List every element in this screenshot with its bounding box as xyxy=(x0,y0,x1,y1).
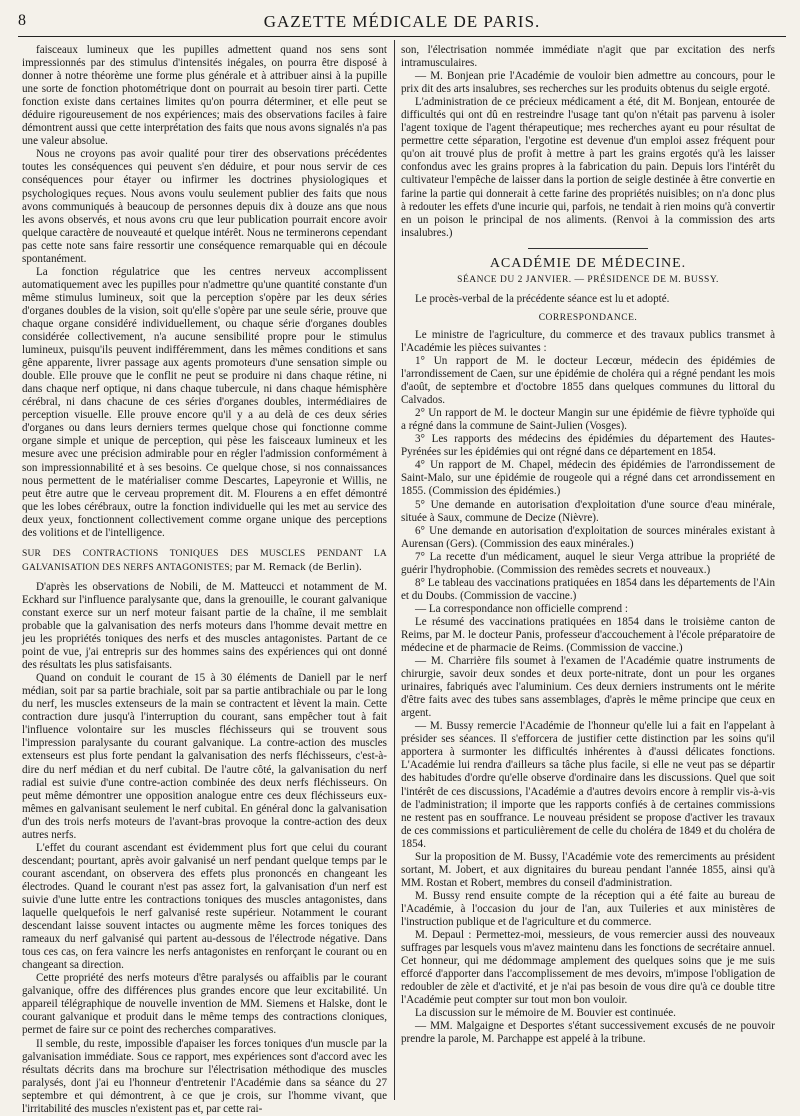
list-item: 7° La recette d'un médicament, auquel le sieur Verga attribue la propriété de guérir l'hydrophobie. (Commission des remèdes secrets et nouveaux.) xyxy=(401,550,775,576)
paragraph: L'administration de ce précieux médicament a été, dit M. Bonjean, entourée de difficultés qui ont dû en restreindre l'usage tant qu'on n'était pas parvenu à isoler l'agent toxique de l'agent thérapeutique; mes recherches ayant eu pour résultat de permettre cette séparation, l'ergotine est devenue d'un emploi assez fréquent pour qu'on ait trouvé plus de profit à mettre à part les grains ergotés qu'à les laisser confondus avec les grains propres à la fabrication du pain. Depuis lors l'intérêt du cultivateur l'empêche de laisser dans la portion de seigle destinée à être convertie en farine la partie qui donnerait à cette farine des propriétés nuisibles; on n'a donc plus à redouter les effets d'une incurie qui, parfois, ne tendait à rien moins qu'à convertir en un poison le principal de nos aliments. (Renvoi à la commission des arts insalubres.) xyxy=(401,96,775,239)
paragraph: Cette propriété des nerfs moteurs d'être paralysés ou affaiblis par le courant galvanique, offre des différences plus grandes encore que leur excitabilité. Un appareil télégraphique de nouvelle invention de MM. Siemens et Halske, dont le courant galvanique et produit dans le même temps des contractions cloniques, permet de faire sur ce point des recherches comparatives. xyxy=(22,972,387,1037)
section-rule xyxy=(528,248,648,249)
paragraph: La discussion sur le mémoire de M. Bouvier est continuée. xyxy=(415,1007,676,1020)
paragraph: La fonction régulatrice que les centres nerveux accomplissent automatiquement avec les pupilles pour n'admettre qu'une quantité constante d'un même stimulus lumineux, soit que la perception s'opère par les deux séries d'organes doubles de la vision, soit qu'elle s'opère par une seule série, prouve que chaque organe considéré individuellement, ou chaque série d'organes doubles considérée collectivement, n'a aucune sensibilité propre pour le stimulus lumineux, puisqu'ils peuvent indifféremment, dans les mêmes conditions et sans gêne apparente, livrer passage aux agents promoteurs d'une sensation simple ou double. Elle prouve que le conflit ne peut se produire ni dans chaque rétine, ni dans chaque nerf optique, ni dans chaque tubercule, ni dans chaque hémisphère cérébral, ni dans chacune de ces séries d'organes doubles, intermédiaires de perception visuelle. Elle prouve encore qu'il y a au delà de ces deux séries d'organes ou dans leurs derniers termes quelque chose qui fonctionne comme organe simple et unique de perception, qui pèse les faisceaux lumineux et les mesure avec une précision admirable pour en régler l'admission conformément à son impressionnabilité et à ses besoins. Ce quelque chose, si nos connaissances nous permettent de le matérialiser comme Descartes, Lapeyronie et Willis, ne peut être autre que le cerveau proprement dit. M. Flourens a en effet démontré que les lobes cérébraux, outre la fonction individuelle qui les met au service des deux yeux, fonctionnent collectivement comme organe unique des perceptions des volitions et de l'intelligence. xyxy=(22,265,387,539)
paragraph: Nous ne croyons pas avoir qualité pour tirer des observations précédentes toutes les conséquences qui peuvent s'en déduire, et pour nous servir de ces conséquences pour étayer ou infirmer les doctrines physiologiques et psychologiques reçues. Nous avons voulu seulement publier des faits que nous avons communiqués à beaucoup de personnes depuis dix à douze ans que nous les avons observés, et nous avons cru que leur publication pourrait encore avoir quelque caractère de nouveauté et quelque intérêt. Nous ne terminerons cependant pas cette note sans faire ressortir une conséquence remarquable qui en découle spontanément. xyxy=(22,148,388,265)
article-title-text: SUR DES CONTRACTIONS TONIQUES DES MUSCLES PENDANT LA GALVANISATION DES NERFS ANTAGONISTES; xyxy=(22,548,387,573)
paragraph: Le ministre de l'agriculture, du commerce et des travaux publics transmet à l'Académie les pièces suivantes : xyxy=(401,328,775,354)
paragraph: Il semble, du reste, impossible d'apaiser les forces toniques d'un muscle par la galvanisation immédiate. Sous ce rapport, mes expériences sont d'accord avec les résultats décrits dans ma brochure sur l'électrisation méthodique des muscles paralysés, dont j'ai eu l'honneur d'entretenir l'Académie dans sa séance du 27 septembre et qui démontrent, à ce que je crois, sur l'homme vivant, que l'irritabilité des muscles n'existent pas et, par cette rai- xyxy=(22,1037,387,1115)
paragraph: son, l'électrisation nommée immédiate n'agit que par excitation des nerfs intramusculaires. xyxy=(401,44,775,70)
subsection-title: CORRESPONDANCE. xyxy=(538,312,638,323)
paragraph: — M. Bonjean prie l'Académie de vouloir bien admettre au concours, pour le prix dit des arts insalubres, ses recherches sur les produits obtenus du seigle ergoté. xyxy=(401,70,775,96)
paragraph: — M. Charrière fils soumet à l'examen de l'Académie quatre instruments de chirurgie, savoir deux sondes et deux porte-nitrate, dont un pour les organes urinaires, fabriqués avec l'aluminium. Ces deux derniers instruments ont le mérite d'être faits avec des tubes sans assemblages, d'après le même principe que ceux en argent. xyxy=(401,655,775,720)
column-divider xyxy=(394,40,395,1100)
list-item: 2° Un rapport de M. le docteur Mangin sur une épidémie de fièvre typhoïde qui a régné dans la commune de Saint-Julien (Vosges). xyxy=(401,407,775,433)
paragraph: Le résumé des vaccinations pratiquées en 1854 dans le troisième canton de Reims, par M. le docteur Panis, professeur d'accouchement à l'école préparatoire de médecine et de pharmacie de Reims. (Commission de vaccine.) xyxy=(401,615,775,655)
paragraph: M. Bussy rend ensuite compte de la réception qui a été faite au bureau de l'Académie, à l'occasion du jour de l'an, aux Tuileries et aux ministères de l'instruction publique et de l'agriculture et du commerce. xyxy=(401,889,775,928)
paragraph: Sur la proposition de M. Bussy, l'Académie vote des remerciments au président sortant, M. Jobert, et aux dignitaires du bureau pendant l'année 1855, ainsi qu'à MM. Rostan et Robert, membres du conseil d'administration. xyxy=(401,850,775,889)
article-title xyxy=(22,548,387,575)
list-item: 3° Les rapports des médecins des épidémies du département des Hautes-Pyrénées sur les épidémies qui ont régné dans ce département en 1854. xyxy=(401,433,775,459)
paragraph: Le procès-verbal de la précédente séance est lu et adopté. xyxy=(415,292,670,305)
paragraph: faisceaux lumineux que les pupilles admettent quand nos sens sont impressionnés par des stimulus d'intensités inégales, on pourra être disposé à donner à notre théorème une forme plus générale et à attribuer ainsi à la pupille une sorte de fonction photométrique dont on pourrait au besoin tirer parti. Cette fonction existe dans certaines limites qu'on pourra déterminer, et elle peut se déduire rigoureusement de nos expériences; mais des observations faciles à faire démontrent aussi que cette interprétation des faits que nous avons signalés n'a pas une valeur absolue. xyxy=(22,44,387,148)
paragraph: — M. Bussy remercie l'Académie de l'honneur qu'elle lui a fait en l'appelant à présider ses séances. Il s'efforcera de justifier cette distinction par les soins qu'il apportera à surmonter les difficultés inhérentes à d'aussi délicates fonctions. L'Académie lui rendra d'ailleurs sa tâche plus facile, si elle ne veut pas se départir des habitudes d'ordre qu'elle observe d'ordinaire dans les discussions. Quel que soit l'intérêt de ces discussions, l'Académie a d'autres devoirs encore à remplir vis-à-vis de l'administration; il importe que les rapports confiés à de certaines commissions ne restent pas en souffrance. Le nouveau président se propose d'activer les travaux de ces commissions et particulièrement de celle du choléra de 1849 et du choléra de 1854. xyxy=(401,720,775,850)
paragraph: — MM. Malgaigne et Desportes s'étant successivement excusés de ne pouvoir prendre la parole, M. Parchappe est appelé à la tribune. xyxy=(401,1020,775,1046)
article-author: par M. Remack (de Berlin). xyxy=(235,560,363,573)
page-header xyxy=(18,10,786,37)
paragraph: M. Depaul : Permettez-moi, messieurs, de vous remercier aussi des nouveaux suffrages par lesquels vous m'avez maintenu dans les fonctions de secrétaire annuel. Cet honneur, qui me dédommage amplement des quelques soins que je me suis efforcé d'apporter dans l'accomplissement de mes devoirs, m'impose l'obligation de redoubler de zèle et d'activité, et je n'ai pas besoin de vous dire qu'à ce double titre l'Académie peut compter sur tout mon bon vouloir. xyxy=(401,929,775,1007)
paragraph: D'après les observations de Nobili, de M. Matteucci et notamment de M. Eckhard sur l'influence paralysante que, dans la grenouille, le courant galvanique constant exerce sur un nerf moteur faisant partie de la chaîne, il me semblait probable que la galvanisation des nerfs moteurs dans l'homme devait mettre en jeu les propriétés toniques des nerfs et des muscles antagonistes. Partant de ce point de vue, j'ai entrepris sur des hommes sains des expériences qui ont donné des résultats les plus satisfaisants. xyxy=(22,580,387,672)
right-column xyxy=(401,44,775,1102)
list-item: 1° Un rapport de M. le docteur Lecœur, médecin des épidémies de l'arrondissement de Caen, sur une épidémie de choléra qui a régné pendant les mois d'août, de septembre et d'octobre 1855 dans quelques communes du littoral du Calvados. xyxy=(401,354,775,407)
list-item: 5° Une demande en autorisation d'exploitation d'une source d'eau minérale, située à Saux, commune de Decize (Nièvre). xyxy=(401,498,775,524)
journal-title: GAZETTE MÉDICALE DE PARIS. xyxy=(263,12,541,31)
left-column xyxy=(22,44,388,1115)
page-number: 8 xyxy=(18,12,26,29)
seance-line: SÉANCE DU 2 JANVIER. — PRÉSIDENCE DE M. BUSSY. xyxy=(457,274,719,285)
section-title: ACADÉMIE DE MÉDECINE. xyxy=(489,255,687,271)
list-item: 8° Le tableau des vaccinations pratiquées en 1854 dans les départements de l'Ain et du Doubs. (Commission de vaccine.) xyxy=(401,576,775,602)
paragraph: L'effet du courant ascendant est évidemment plus fort que celui du courant descendant; pourtant, après avoir galvanisé un nerf pendant quelque temps par le courant ascendant, on observera des effets plus prononcés en changeant les électrodes. Quand le courant n'est pas assez fort, la galvanisation d'un nerf est suivie d'une lutte entre les contractions toniques des muscles antagonistes, dans laquelle quelquefois le nerf galvanisé reste supérieur. Notamment le courant descendant laisse souvent intactes ou augmente même les forces toniques des rameaux du nerf galvanisé qui partent au-dessous de l'électrode négative. Dans tous ces cas, on fera vaincre les nerfs antagonistes en renforçant le courant ou en changeant sa direction. xyxy=(22,841,387,972)
paragraph: — La correspondance non officielle comprend : xyxy=(415,602,628,615)
paragraph: Quand on conduit le courant de 15 à 30 éléments de Daniell par le nerf médian, soit par sa partie brachiale, soit par sa partie antibrachiale ou par le long du nerf, les muscles extenseurs de la main se contractent et lèvent la main. Cette contraction dure jusqu'à l'interruption du courant, sans empêcher tout à fait l'influence volontaire sur les muscles fléchisseurs qui se trouvent sous l'impression paralysante du courant galvanique. La contre-action des muscles extenseurs est plus forte pendant la galvanisation des nerfs fléchisseurs, c'est-à-dire du nerf médian et du nerf cubital. De l'autre côté, la galvanisation du nerf radial est suivie d'une contre-action combinée des deux nerfs fléchisseurs. On peut même démontrer une opposition analogue entre ces deux fléchisseurs eux-mêmes en galvanisant seulement le nerf cubital. En général donc la galvanisation d'un des trois nerfs moteurs de l'avant-bras provoque la contre-action des deux autres nerfs. xyxy=(22,672,387,841)
list-item: 6° Une demande en autorisation d'exploitation de sources minérales existant à Aurensan (Gers). (Commission des eaux minérales.) xyxy=(401,524,775,550)
list-item: 4° Un rapport de M. Chapel, médecin des épidémies de l'arrondissement de Saint-Malo, sur une épidémie de rougeole qui a régné dans cet arrondissement en 1855. (Commission des épidémies.) xyxy=(401,459,775,498)
